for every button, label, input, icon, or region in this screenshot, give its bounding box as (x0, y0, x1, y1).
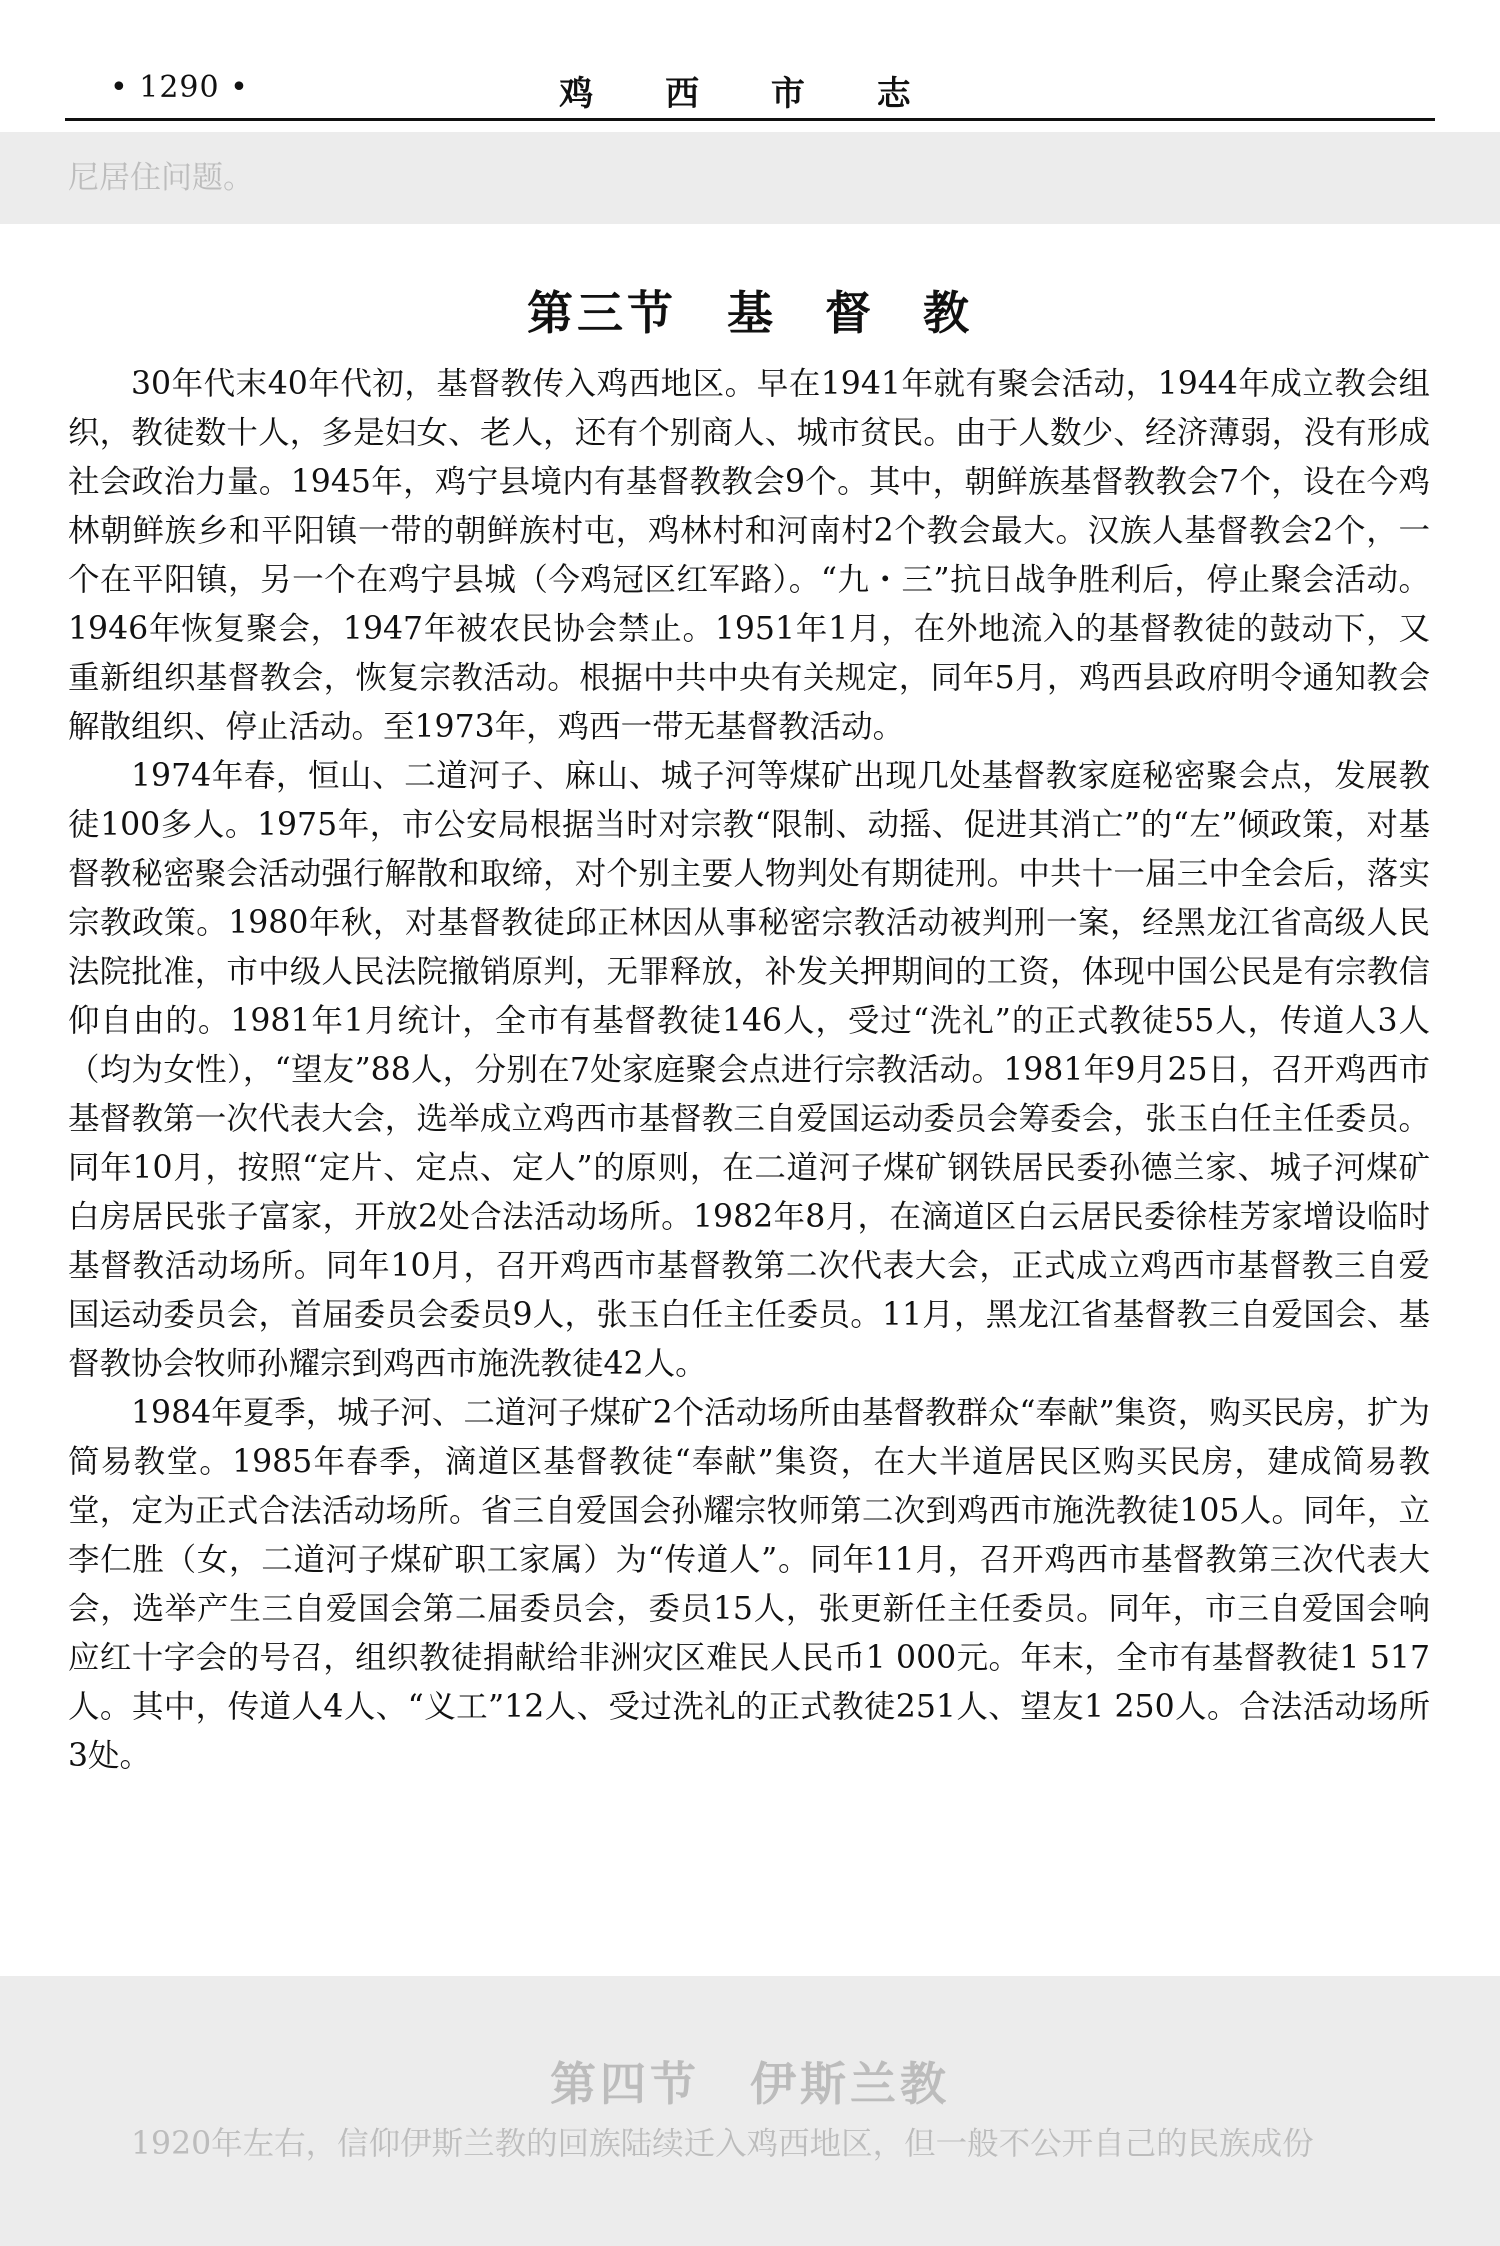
next-section-fragment: 1920年左右，信仰伊斯兰教的回族陆续迁入鸡西地区，但一般不公开自己的民族成份 (131, 2126, 1314, 2162)
header-rule (65, 118, 1435, 121)
paragraph-1: 30年代末40年代初，基督教传入鸡西地区。早在1941年就有聚会活动，1944年成立教会组织，教徒数十人，多是妇女、老人，还有个别商人、城市贫民。由于人数少、经济薄弱，没有形成社会政治力量。1945年，鸡宁县境内有基督教教会9个。其中，朝鲜族基督教教会7个，设在今鸡林朝鲜族乡和平阳镇一带的朝鲜族村屯，鸡林村和河南村2个教会最大。汉族人基督教会2个，一个在平阳镇，另一个在鸡宁县城（今鸡冠区红军路）。“九・三”抗日战争胜利后，停止聚会活动。1946年恢复聚会，1947年被农民协会禁止。1951年1月，在外地流入的基督教徒的鼓动下，又重新组织基督教会，恢复宗教活动。根据中共中央有关规定，同年5月，鸡西县政府明令通知教会解散组织、停止活动。至1973年，鸡西一带无基督教活动。 (68, 366, 1430, 745)
paragraph-2: 1974年春，恒山、二道河子、麻山、城子河等煤矿出现几处基督教家庭秘密聚会点，发展教徒100多人。1975年，市公安局根据当时对宗教“限制、动摇、促进其消亡”的“左”倾政策，对基督教秘密聚会活动强行解散和取缔，对个别主要人物判处有期徒刑。中共十一届三中全会后，落实宗教政策。1980年秋，对基督教徒邱正林因从事秘密宗教活动被判刑一案，经黑龙江省高级人民法院批准，市中级人民法院撤销原判，无罪释放，补发关押期间的工资，体现中国公民是有宗教信仰自由的。1981年1月统计，全市有基督教徒146人，受过“洗礼”的正式教徒55人，传道人3人（均为女性），“望友”88人，分别在7处家庭聚会点进行宗教活动。1981年9月25日，召开鸡西市基督教第一次代表大会，选举成立鸡西市基督教三自爱国运动委员会筹委会，张玉白任主任委员。同年10月，按照“定片、定点、定人”的原则，在二道河子煤矿钢铁居民委孙德兰家、城子河煤矿白房居民张子富家，开放2处合法活动场所。1982年8月，在滴道区白云居民委徐桂芳家增设临时基督教活动场所。同年10月，召开鸡西市基督教第二次代表大会，正式成立鸡西市基督教三自爱国运动委员会，首届委员会委员9人，张玉白任主任委员。11月，黑龙江省基督教三自爱国会、基督教协会牧师孙耀宗到鸡西市施洗教徒42人。 (68, 758, 1430, 1382)
section-body (68, 360, 1430, 1781)
book-title: 鸡 西 市 志 (559, 74, 941, 114)
previous-paragraph-fragment: 尼居住问题。 (68, 160, 254, 196)
paragraph-3: 1984年夏季，城子河、二道河子煤矿2个活动场所由基督教群众“奉献”集资，购买民房，扩为简易教堂。1985年春季，滴道区基督教徒“奉献”集资，在大半道居民区购买民房，建成简易教堂，定为正式合法活动场所。省三自爱国会孙耀宗牧师第二次到鸡西市施洗教徒105人。同年，立李仁胜（女，二道河子煤矿职工家属）为“传道人”。同年11月，召开鸡西市基督教第三次代表大会，选举产生三自爱国会第二届委员会，委员15人，张更新任主任委员。同年，市三自爱国会响应红十字会的号召，组织教徒捐献给非洲灾区难民人民币1 000元。年末，全市有基督教徒1 517人。其中，传道人4人、“义工”12人、受过洗礼的正式教徒251人、望友1 250人。合法活动场所3处。 (68, 1395, 1430, 1774)
section-title: 第三节 基 督 教 (526, 285, 974, 340)
next-section-title: 第四节 伊斯兰教 (550, 2057, 950, 2112)
page-number: • 1290 • (110, 70, 249, 105)
page-header (65, 60, 1435, 114)
